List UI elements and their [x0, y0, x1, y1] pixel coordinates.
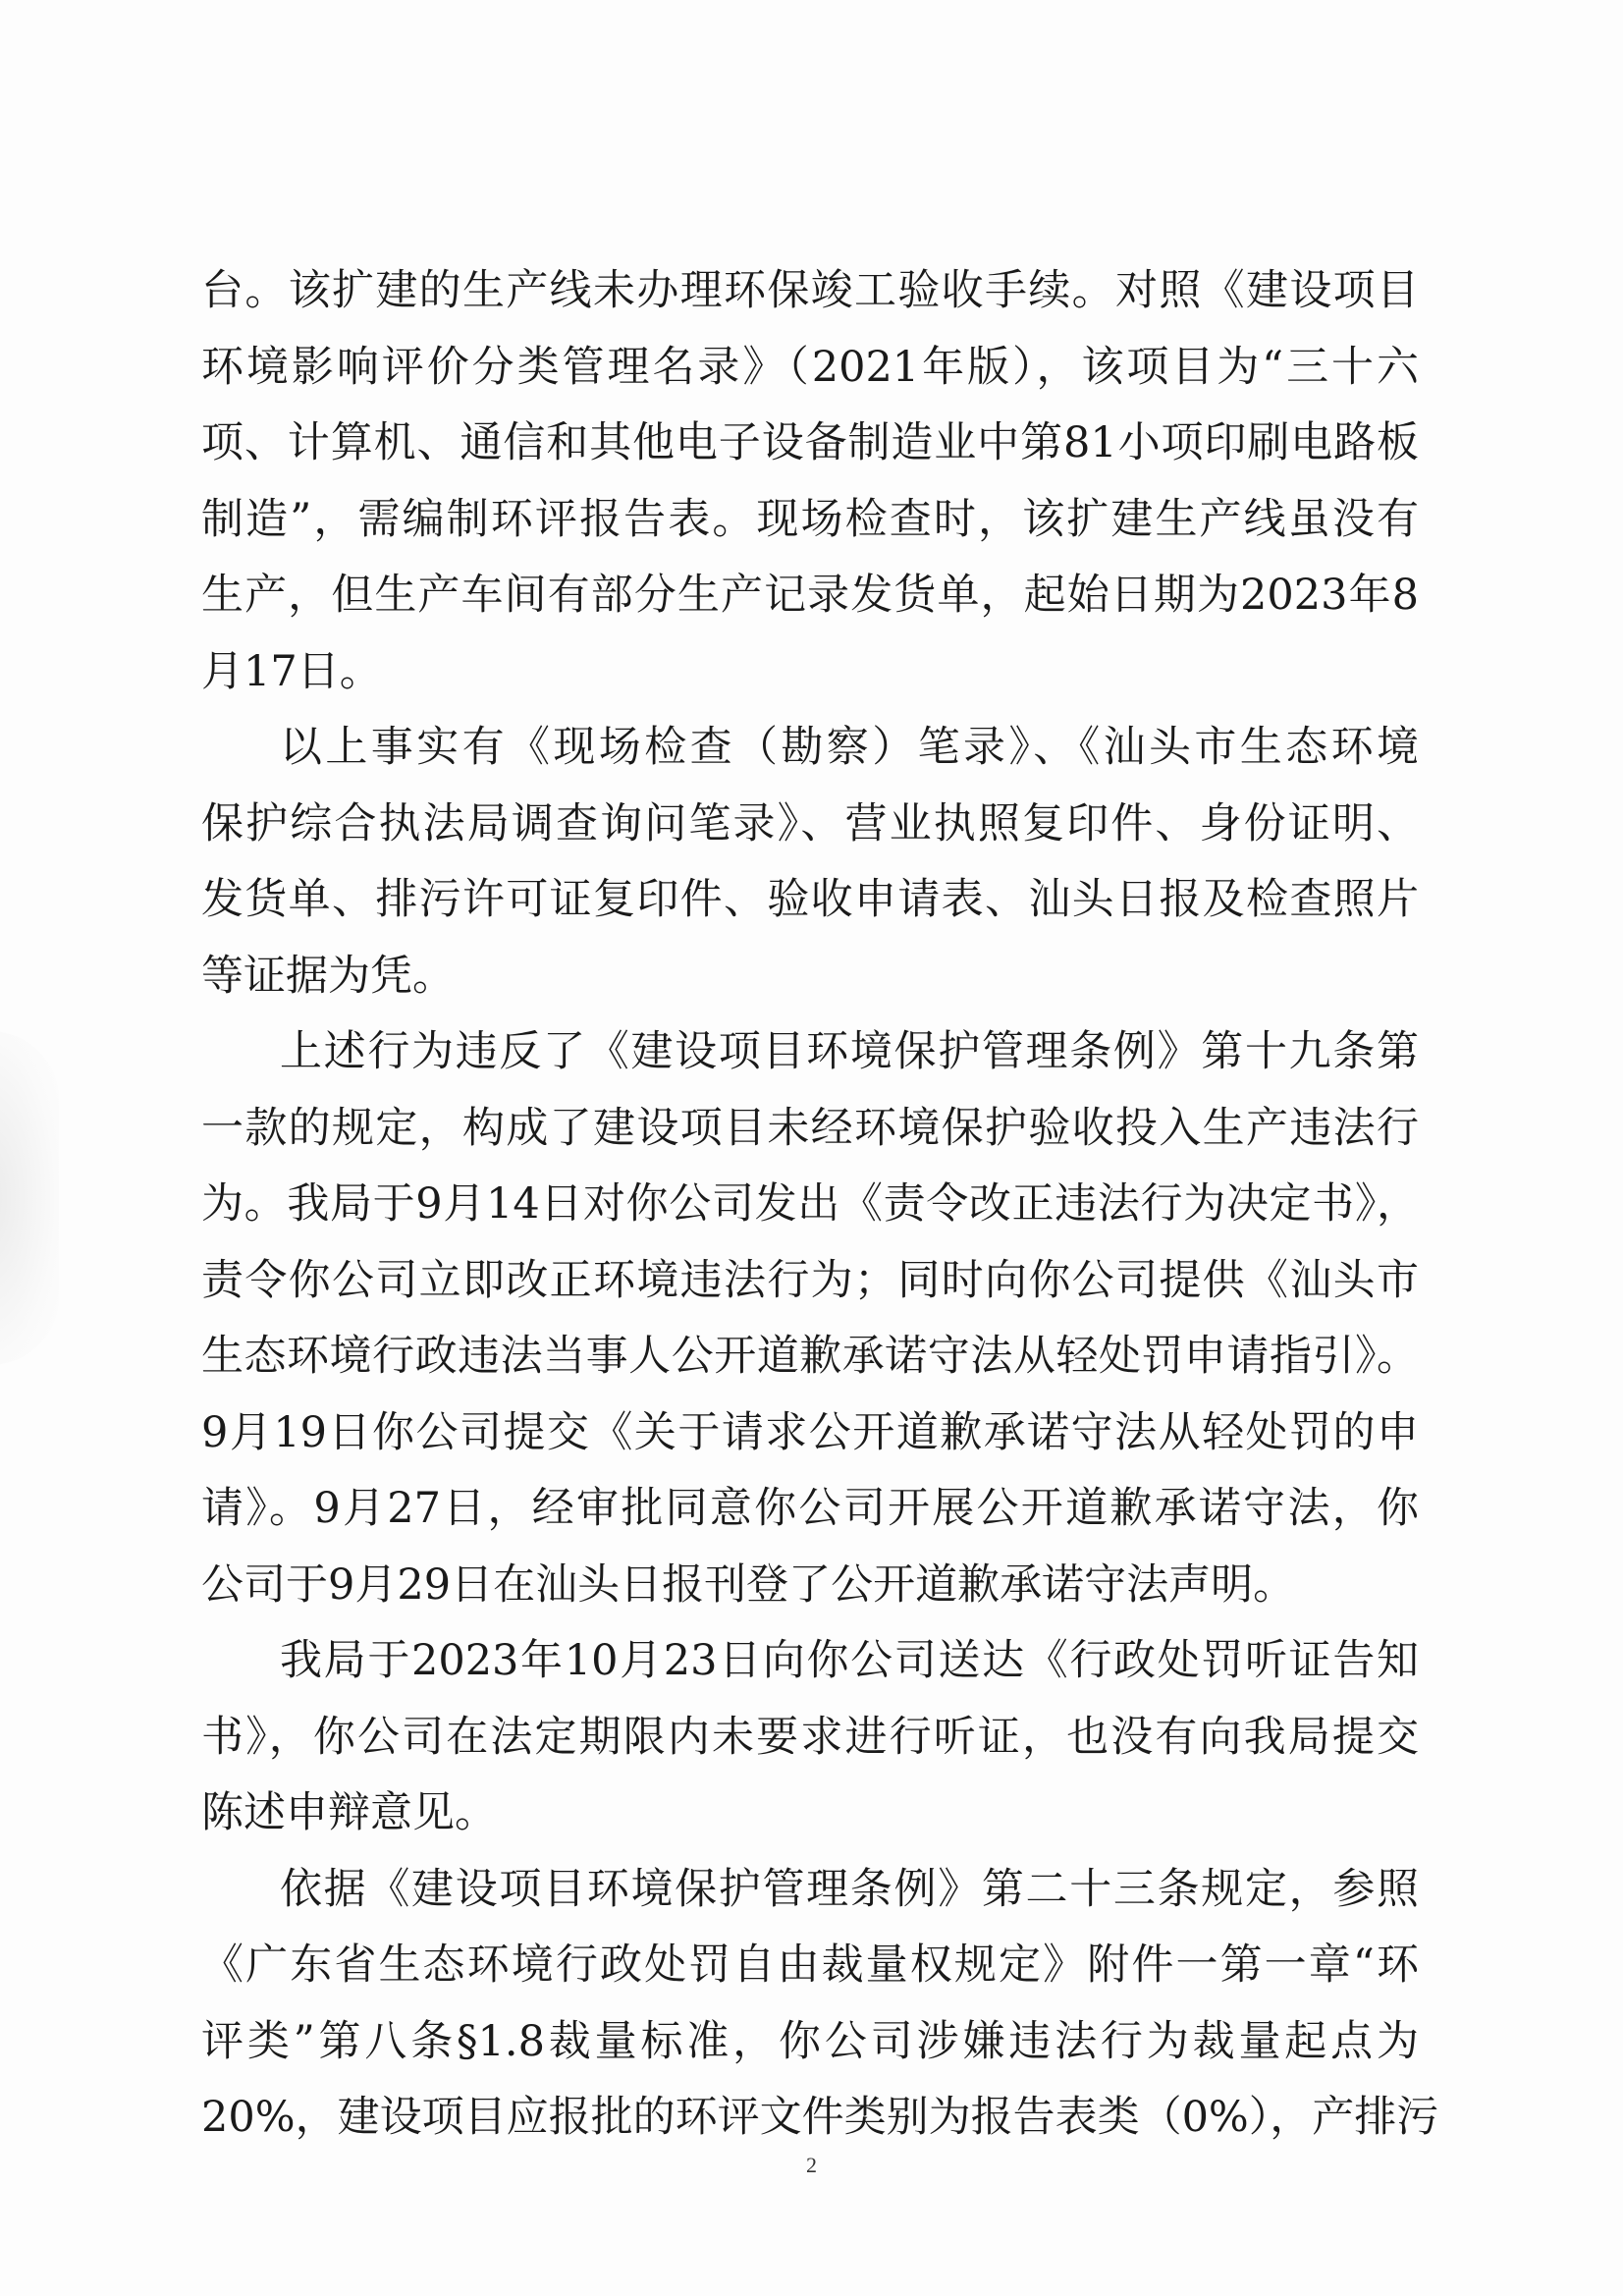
text-line: 陈述申辩意见。	[201, 1788, 497, 1837]
text-line: 《广东省生态环境行政处罚自由裁量权规定》附件一第一章“环	[201, 1941, 1419, 1990]
text-line: 发货单、排污许可证复印件、验收申请表、汕头日报及检查照片	[201, 875, 1419, 924]
text-line: 书》，你公司在法定期限内未要求进行听证，也没有向我局提交	[201, 1712, 1419, 1762]
seal-stamp-fragment	[0, 1031, 59, 1365]
text-line: 20%，建设项目应报批的环评文件类别为报告表类（0%），产排污	[201, 2093, 1439, 2142]
text-line: 以上事实有《现场检查（勘察）笔录》、《汕头市生态环境	[280, 723, 1419, 772]
text-line: 依据《建设项目环境保护管理条例》第二十三条规定，参照	[280, 1864, 1419, 1914]
text-line: 台。该扩建的生产线未办理环保竣工验收手续。对照《建设项目	[201, 266, 1419, 315]
text-line: 生产，但生产车间有部分生产记录发货单，起始日期为2023年8	[201, 571, 1419, 620]
page-number: 2	[806, 2153, 817, 2177]
text-line: 一款的规定，构成了建设项目未经环境保护验收投入生产违法行	[201, 1103, 1419, 1153]
text-line: 等证据为凭。	[201, 951, 455, 1001]
text-line: 我局于2023年10月23日向你公司送达《行政处罚听证告知	[280, 1636, 1419, 1685]
text-line: 保护综合执法局调查询问笔录》、营业执照复印件、身份证明、	[201, 798, 1419, 848]
text-line: 9月19日你公司提交《关于请求公开道歉承诺守法从轻处罚的申	[201, 1407, 1419, 1457]
text-line: 环境影响评价分类管理名录》（2021年版），该项目为“三十六	[201, 342, 1419, 392]
text-line: 请》。9月27日，经审批同意你公司开展公开道歉承诺守法，你	[201, 1484, 1419, 1533]
document-body	[201, 253, 1439, 2157]
text-line: 公司于9月29日在汕头日报刊登了公开道歉承诺守法声明。	[201, 1559, 1296, 1610]
text-line: 生态环境行政违法当事人公开道歉承诺守法从轻处罚申请指引》。	[201, 1332, 1419, 1381]
text-line: 项、计算机、通信和其他电子设备制造业中第81小项印刷电路板	[201, 418, 1419, 467]
text-line: 为。我局于9月14日对你公司发出《责令改正违法行为决定书》，	[201, 1179, 1419, 1229]
text-line: 上述行为违反了《建设项目环境保护管理条例》第十九条第	[280, 1027, 1419, 1076]
text-line: 制造”，需编制环评报告表。现场检查时，该扩建生产线虽没有	[201, 494, 1419, 544]
text-line: 评类”第八条§1.8裁量标准，你公司涉嫌违法行为裁量起点为	[201, 2016, 1419, 2066]
text-line: 月17日。	[201, 646, 382, 696]
text-line: 责令你公司立即改正环境违法行为；同时向你公司提供《汕头市	[201, 1255, 1419, 1305]
